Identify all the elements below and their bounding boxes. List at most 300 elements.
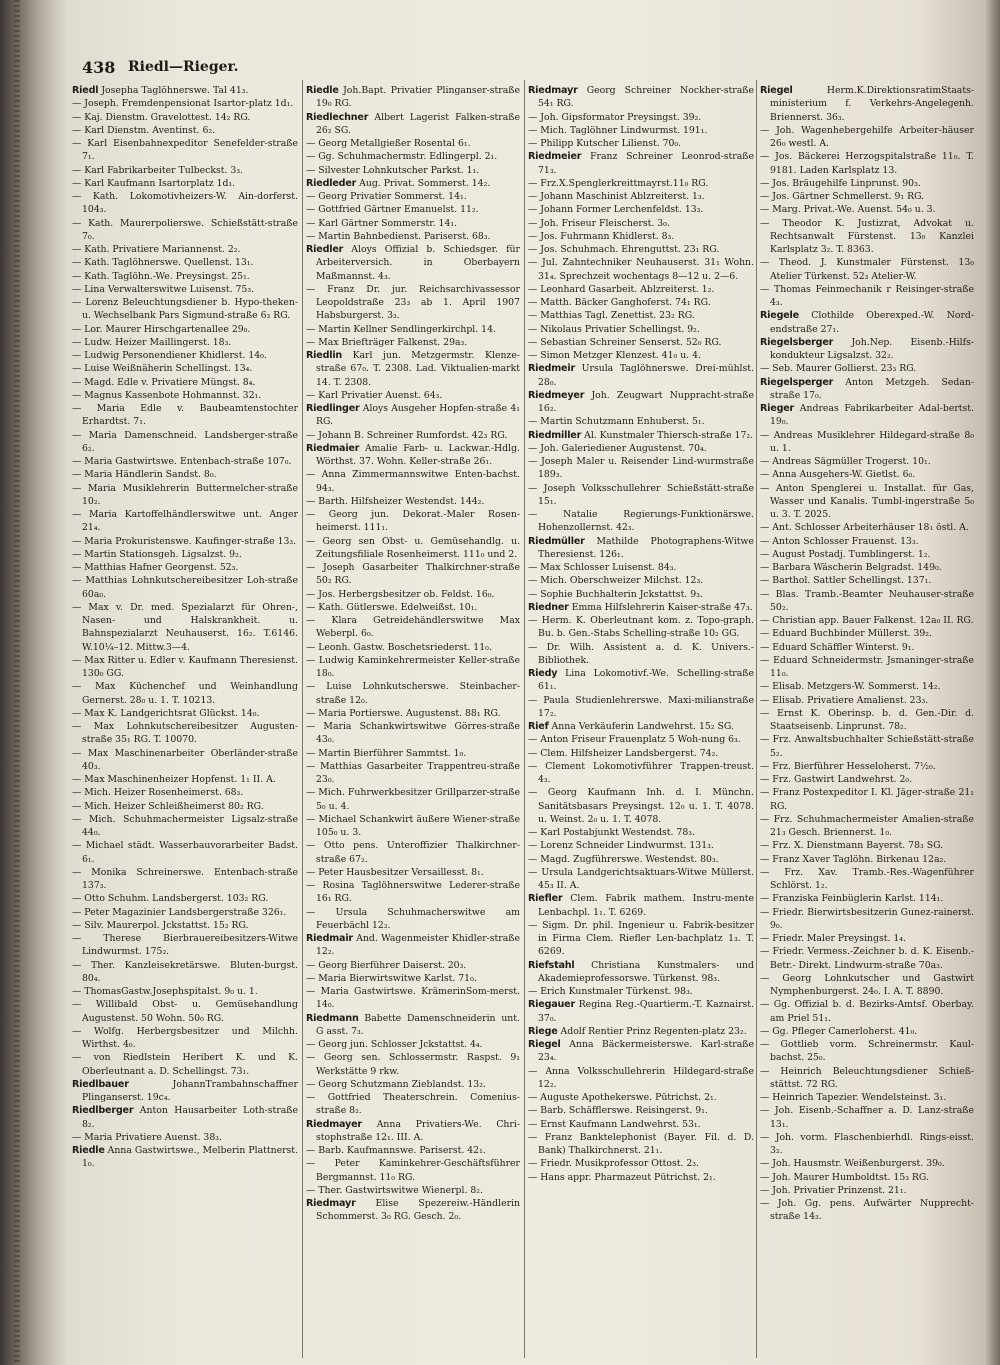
directory-entry — [306, 747, 520, 760]
entry-text: — Silv. Maurerpol. Jckstattst. 15₂ RG. — [72, 919, 249, 931]
directory-entry — [72, 270, 298, 283]
entry-surname: Riedmayr — [306, 1198, 356, 1209]
entry-text: Mathilde Photographens-Witwe Theresienst. 126₁. — [538, 535, 754, 560]
directory-entry — [306, 654, 520, 681]
entry-text: — Friedr. Musikprofessor Ottost. 2₃. — [528, 1158, 699, 1170]
directory-entry — [760, 866, 974, 893]
entry-text: — Martin Bahnbedienst. Pariserst. 68₃. — [306, 230, 491, 242]
directory-entry — [306, 468, 520, 495]
entry-text: — Karl Eisenbahnexpeditor Senefelder-straße 7₁. — [72, 138, 298, 163]
directory-entry — [72, 217, 298, 244]
entry-text: — Kaj. Dienstm. Gravelottest. 14₂ RG. — [72, 111, 251, 123]
entry-text: Adolf Rentier Prinz Regenten-platz 23₂. — [560, 1025, 747, 1037]
entry-text: — Mich. Taglöhner Lindwurmst. 191₁. — [528, 124, 708, 136]
entry-text: — Franz Xaver Taglöhn. Birkenau 12a₂. — [760, 853, 947, 865]
directory-entry — [528, 442, 754, 455]
entry-text: — Frz.X.Spenglerkreittmayrst.11₀ RG. — [528, 177, 709, 189]
directory-entry — [528, 1025, 754, 1038]
directory-entry — [72, 336, 298, 349]
directory-entry — [528, 839, 754, 852]
entry-text: — Magnus Kassenbote Hohmannst. 32₁. — [72, 389, 262, 401]
directory-entry — [760, 455, 974, 468]
entry-text: — Mich. Oberschweizer Milchst. 12₃. — [528, 575, 704, 587]
directory-entry — [72, 190, 298, 217]
entry-text: — Sebastian Schreiner Senserst. 52₀ RG. — [528, 336, 722, 348]
directory-entry — [528, 641, 754, 668]
directory-entry — [760, 853, 974, 866]
directory-entry — [306, 839, 520, 866]
entry-text: — Michael Schankwirt äußere Wiener-straße 105₀ u. 3. — [306, 813, 520, 838]
entry-text: — Eduard Schneidermstr. Jsmaninger-straße 11₀. — [760, 654, 974, 679]
directory-entry — [306, 561, 520, 588]
entry-text: — Georg Schutzmann Zieblandst. 13₂. — [306, 1078, 486, 1090]
directory-entry — [760, 177, 974, 190]
directory-entry — [528, 826, 754, 839]
entry-text: Clem. Fabrik mathem. Instru-mente Lenbachpl. 1₁. T. 6269. — [538, 893, 754, 918]
entry-text: — Max Briefträger Falkenst. 29a₃. — [306, 336, 468, 348]
entry-text: Al. Kunstmaler Thiersch-straße 17₂. — [584, 429, 754, 441]
entry-surname: Riedmeyer — [528, 389, 585, 401]
entry-text: — Frz. Bierführer Hesseloherst. 7½₀. — [760, 760, 936, 772]
entry-text: — Barthol. Sattler Schellingst. 137₁. — [760, 575, 932, 587]
directory-entry — [760, 627, 974, 640]
directory-entry — [72, 932, 298, 959]
entry-text: — Georg Kaufmann Inh. d. I. Münchn. Sanitätsbasars Preysingst. 12₀ u. 1. T. 4078. u. Weinst. 2₀ u. 1. T. 4078. — [528, 787, 754, 825]
entry-text: — Max Lohnkutschereibesitzer Augusten-straße 35₁ RG. T. 10070. — [72, 721, 298, 746]
entry-text: — Rosina Taglöhnerswitwe Lederer-straße 16₁ RG. — [306, 880, 520, 905]
directory-entry — [72, 164, 298, 177]
directory-entry — [528, 203, 754, 216]
directory-entry — [72, 985, 298, 998]
directory-entry — [72, 680, 298, 707]
entry-text: — Seb. Maurer Gollierst. 23₃ RG. — [760, 363, 917, 375]
entry-surname: Riedmiller — [528, 429, 582, 441]
directory-entry — [306, 535, 520, 562]
directory-entry — [760, 654, 974, 681]
directory-entry — [72, 296, 298, 323]
directory-entry — [306, 1144, 520, 1157]
directory-entry — [72, 1131, 298, 1144]
entry-surname: Rief — [528, 721, 549, 732]
entry-text: — Anna Volksschullehrerin Hildegard-straße 12₂. — [528, 1065, 754, 1090]
directory-entry — [760, 521, 974, 534]
entry-text: Clothilde Oberexped.-W. Nord-endstraße 27₁. — [770, 310, 974, 335]
directory-entry — [72, 535, 298, 548]
entry-surname: Riegele — [760, 310, 799, 322]
directory-entry — [72, 654, 298, 681]
directory-entry — [760, 1065, 974, 1092]
entry-surname: Riedner — [528, 601, 569, 613]
entry-text: — Matthias Hafner Georgenst. 52₃. — [72, 562, 239, 573]
entry-text: — Andreas Sägmüller Trogerst. 10₁. — [760, 456, 931, 467]
directory-entry — [760, 482, 974, 522]
entry-text: Albert Lagerist Falken-straße 26₂ SG. — [316, 111, 520, 136]
entry-surname: Riedmann — [306, 1012, 359, 1024]
entry-text: — Leonh. Gastw. Boschetsriederst. 11₀. — [306, 641, 492, 653]
entry-text: — Sophie Buchhalterin Jckstattst. 9₃. — [528, 588, 703, 600]
directory-entry — [528, 482, 754, 509]
directory-entry — [72, 376, 298, 389]
directory-entry — [760, 1157, 974, 1170]
directory-entry — [306, 866, 520, 879]
directory-entry — [306, 1118, 520, 1145]
entry-surname: Riedmayer — [306, 1118, 362, 1130]
entry-text: — Luise Lohnkutscherswe. Steinbacher-straße 12₀. — [306, 681, 520, 706]
column-rule — [756, 80, 757, 1358]
entry-text: — Jos. Herbergsbesitzer ob. Feldst. 16₀. — [306, 588, 495, 600]
directory-entry — [72, 866, 298, 893]
entry-text: Herm.K.DirektionsratimStaats-ministerium f. Verkehrs-Angelegenh. Briennerst. 36₃. — [770, 85, 974, 123]
directory-entry — [72, 124, 298, 137]
entry-text: — Anna Ausgehers-W. Gietlst. 6₀. — [760, 469, 916, 481]
entry-text: — Joseph Volksschullehrer Schießstätt-straße 15₁. — [528, 482, 754, 507]
entry-text: — Ernst K. Oberinsp. b. d. Gen.-Dir. d. Staatseisenb. Linprunst. 78₂. — [760, 707, 974, 732]
directory-entry — [760, 376, 974, 403]
entry-text: — Max Küchenchef und Weinhandlung Gernerst. 28₀ u. 1. T. 10213. — [72, 681, 298, 706]
directory-entry — [306, 985, 520, 1012]
entry-text: — Gg. Schuhmachermstr. Edlingerpl. 2₁. — [306, 151, 498, 163]
entry-text: — Otto pens. Unteroffizier Thalkirchner-straße 67₂. — [306, 840, 520, 865]
entry-text: — Georg Lohnkutscher und Gastwirt Nymphenburgerst. 24₀. I. A. T. 8890. — [760, 972, 974, 997]
directory-entry — [306, 906, 520, 933]
entry-text: — Dr. Wilh. Assistent a. d. K. Univers.-Bibliothek. — [528, 641, 754, 666]
page-number: 438 — [82, 58, 116, 77]
entry-text: — Peter Hausbesitzer Versaillesst. 8₁. — [306, 866, 484, 878]
directory-entry — [306, 111, 520, 138]
directory-entry — [306, 1012, 520, 1039]
entry-text: — Joh. Maurer Humboldtst. 15₃ RG. — [760, 1171, 929, 1183]
directory-entry — [528, 190, 754, 203]
entry-text: — Frz. Schuhmachermeister Amalien-straße 21₃ Gesch. Briennerst. 1₀. — [760, 813, 974, 838]
directory-entry — [72, 323, 298, 336]
directory-entry — [72, 1051, 298, 1078]
entry-surname: Riedlechner — [306, 111, 369, 123]
directory-entry — [72, 601, 298, 654]
entry-text: — Lor. Maurer Hirschgartenallee 29₀. — [72, 323, 251, 335]
entry-text: — Andreas Musiklehrer Hildegard-straße 8₀ u. 1. — [760, 429, 974, 454]
directory-entry — [306, 283, 520, 323]
entry-text: — Max K. Landgerichtsrat Glückst. 14₀. — [72, 707, 260, 719]
directory-entry — [72, 1078, 298, 1105]
directory-entry — [72, 919, 298, 932]
entry-text: — Anton Friseur Frauenplatz 5 Woh-nung 6₃. — [528, 734, 741, 746]
entry-surname: Riegauer — [528, 999, 575, 1011]
directory-entry — [72, 429, 298, 456]
entry-text: — Frz. Anwaltsbuchhalter Schießstätt-straße 5₂. — [760, 734, 974, 759]
directory-entry — [528, 667, 754, 694]
entry-text: — Maria Edle v. Baubeamtenstochter Erhardtst. 7₁. — [72, 403, 298, 428]
entry-text: — Franziska Feinbüglerin Karlst. 114₁. — [760, 893, 944, 905]
entry-surname: Riegel — [528, 1039, 561, 1050]
entry-text: — Sigm. Dr. phil. Ingenieur u. Fabrik-besitzer in Firma Clem. Riefler Len-bachplatz 1₃. T. 6269. — [528, 919, 754, 958]
entry-surname: Riedlbauer — [72, 1078, 129, 1090]
entry-text: — Maria Privatiere Auenst. 38₃. — [72, 1131, 222, 1143]
directory-entry — [306, 495, 520, 508]
entry-text: — Mich. Heizer Schleißheimerst 80₂ RG. — [72, 800, 264, 812]
entry-text: — Magd. Edle v. Privatiere Müngst. 8₄. — [72, 376, 256, 388]
directory-entry — [306, 217, 520, 230]
directory-entry — [72, 959, 298, 986]
directory-entry — [72, 468, 298, 481]
directory-entry — [760, 402, 974, 429]
directory-entry — [760, 535, 974, 548]
directory-entry — [528, 1171, 754, 1184]
directory-entry — [72, 389, 298, 402]
directory-column-4 — [760, 84, 974, 1359]
directory-entry — [760, 124, 974, 151]
directory-entry — [760, 548, 974, 561]
directory-entry — [760, 972, 974, 999]
entry-text: — Michael städt. Wasserbauvorarbeiter Badst. 6₁. — [72, 840, 298, 865]
entry-text: — Matthias Gasarbeiter Trappentreu-straße 23₀. — [306, 760, 520, 785]
directory-entry — [528, 1157, 754, 1170]
entry-text: — Max Schlosser Luisenst. 84₃. — [528, 562, 677, 573]
entry-text: — Georg jun. Schlosser Jckstattst. 4₄. — [306, 1039, 483, 1050]
directory-entry — [760, 283, 974, 310]
entry-text: Amalie Farb- u. Lackwar.-Hdlg. Wörthst. 37. Wohn. Keller-straße 26₁. — [316, 442, 520, 467]
directory-entry — [528, 1131, 754, 1158]
entry-text: — Auguste Apothekerswe. Pütrichst. 2₁. — [528, 1092, 717, 1103]
directory-entry — [528, 455, 754, 482]
directory-entry — [760, 1104, 974, 1131]
directory-entry — [306, 164, 520, 177]
entry-surname: Riedlberger — [72, 1105, 134, 1117]
entry-text: — Kath. Taglöhnerswe. Quellenst. 13₁. — [72, 257, 254, 269]
entry-text: — Max v. Dr. med. Spezialarzt für Ohren-, Nasen- und Halskrankheit. u. Bahnspezialarzt Neuhauserst. 16₂. T.6146. W.10¼–12. Mittw.3—4. — [72, 601, 298, 653]
entry-text: — Gottfried Theaterschrein. Comenius-straße 8₂. — [306, 1092, 520, 1117]
directory-entry — [306, 203, 520, 216]
directory-entry — [528, 217, 754, 230]
entry-text: — Martin Kellner Sendlingerkirchpl. 14. — [306, 323, 496, 335]
directory-entry — [528, 959, 754, 986]
entry-text: Joh.Bapt. Privatier Plinganser-straße 19₀ RG. — [316, 85, 520, 110]
entry-text: — Herm. K. Oberleutnant kom. z. Topo-graph. Bu. b. Gen.-Stabs Schelling-straße 10₂ GG. — [528, 615, 754, 640]
page-header — [82, 58, 962, 80]
directory-entry — [306, 1197, 520, 1224]
directory-entry — [528, 349, 754, 362]
directory-entry — [528, 150, 754, 177]
directory-entry — [72, 177, 298, 190]
entry-surname: Riedmaier — [306, 442, 360, 454]
entry-surname: Riedmüller — [528, 535, 585, 547]
entry-text: — Barb. Schäfflerswe. Reisingerst. 9₁. — [528, 1105, 708, 1117]
entry-text: — Franz Banktelephonist (Bayer. Fil. d. D. Bank) Thalkirchnerst. 21₁. — [528, 1131, 754, 1156]
entry-text: — Joh. Privatier Prinzenst. 21₁. — [760, 1184, 907, 1196]
entry-text: — Matthias Tagl. Zenettist. 23₂ RG. — [528, 310, 695, 322]
directory-entry — [306, 508, 520, 535]
entry-text: — Karl Gärtner Sommerstr. 14₁. — [306, 217, 458, 229]
directory-entry — [528, 137, 754, 150]
directory-entry — [306, 720, 520, 747]
directory-entry — [760, 190, 974, 203]
directory-entry — [72, 243, 298, 256]
entry-text: Aloys Offizial b. Schiedsger. für Arbeiterversich. in Oberbayern Maßmannst. 4₃. — [316, 244, 520, 282]
directory-entry — [528, 733, 754, 746]
directory-entry — [760, 786, 974, 813]
directory-entry — [72, 747, 298, 774]
entry-text: — Ursula Schuhmacherswitwe am Feuerbächl 12₂. — [306, 906, 520, 931]
entry-text: — Friedr. Bierwirtsbesitzerin Gunez-rainerst. 9₀. — [760, 906, 974, 931]
directory-entry — [760, 1171, 974, 1184]
entry-text: — Gg. Pfleger Camerloherst. 41₀. — [760, 1025, 918, 1037]
entry-text: — Martin Bierführer Sammtst. 1₀. — [306, 747, 467, 759]
directory-entry — [760, 309, 974, 336]
directory-entry — [306, 972, 520, 985]
entry-text: — Karl Dienstm. Aventinst. 6₂. — [72, 124, 216, 136]
entry-text: — Lorenz Schneider Lindwurmst. 131₃. — [528, 840, 714, 852]
running-head: Riedl—Rieger. — [128, 59, 239, 75]
directory-entry — [72, 283, 298, 296]
entry-text: — Klara Getreidehändlerswitwe Max Weberpl. 6₀. — [306, 615, 520, 640]
directory-entry — [72, 402, 298, 429]
directory-entry — [306, 1038, 520, 1051]
entry-surname: Rieger — [760, 403, 795, 414]
directory-entry — [760, 203, 974, 216]
directory-entry — [72, 508, 298, 535]
directory-entry — [528, 694, 754, 721]
directory-entry — [528, 84, 754, 111]
entry-text: — Otto Schuhm. Landsbergerst. 103₂ RG. — [72, 893, 269, 905]
entry-text: — Joh. Gg. pens. Aufwärter Nupprecht-straße 14₃. — [760, 1198, 974, 1223]
directory-entry — [528, 614, 754, 641]
directory-entry — [306, 932, 520, 959]
entry-text: — Friedr. Vermess.-Zeichner b. d. K. Eisenb.- Betr.- Direkt. Lindwurm-straße 70a₃. — [760, 946, 974, 971]
directory-entry — [528, 588, 754, 601]
directory-entry — [72, 813, 298, 840]
entry-text: — Lina Verwalterswitwe Luisenst. 75₃. — [72, 283, 255, 295]
directory-entry — [528, 1091, 754, 1104]
entry-text: — Georg sen. Schlossermstr. Raspst. 9₁ Werkstätte 9 rkw. — [306, 1052, 520, 1077]
entry-text: — Barbara Wäscherin Belgradst. 149₀. — [760, 562, 942, 573]
entry-text: — Anton Spenglerei u. Installat. für Gas, Wasser und Kanalis. Tumbl-ingerstraße 5₀ u. 3. T. 2025. — [760, 482, 974, 520]
directory-entry — [306, 429, 520, 442]
directory-column-3 — [528, 84, 754, 1359]
entry-surname: Riedl — [72, 85, 99, 96]
entry-text: — Elisab. Privatiere Amalienst. 23₃. — [760, 694, 929, 706]
directory-entry — [528, 1065, 754, 1092]
directory-entry — [72, 362, 298, 375]
entry-text: — Kath. Maurerpolierswe. Schießstätt-straße 7₀. — [72, 217, 298, 242]
entry-text: Anna Verkäuferin Landwehrst. 15₂ SG. — [551, 721, 734, 732]
entry-surname: Riegelsberger — [760, 336, 834, 348]
entry-text: JohannTrambahnschaffner Plinganserst. 19c₄. — [82, 1078, 298, 1103]
entry-text: — Silvester Lohnkutscher Parkst. 1₁. — [306, 164, 480, 176]
entry-surname: Riefstahl — [528, 959, 575, 971]
entry-text: — Paula Studienlehrerswe. Maxi-milianstraße 17₂. — [528, 694, 754, 719]
entry-text: — Georg jun. Dekorat.-Maler Rosen-heimerst. 111₁. — [306, 509, 520, 534]
entry-text: — Joseph Maler u. Reisender Lind-wurmstraße 189₃. — [528, 456, 754, 481]
directory-entry — [306, 813, 520, 840]
entry-text: — Karl Postabjunkt Westendst. 78₃. — [528, 827, 695, 838]
entry-surname: Riegelsperger — [760, 376, 834, 388]
directory-entry — [760, 336, 974, 363]
directory-entry — [306, 323, 520, 336]
entry-text: — Ludw. Heizer Maillingerst. 18₃. — [72, 336, 232, 348]
directory-entry — [306, 760, 520, 787]
directory-entry — [72, 97, 298, 110]
entry-text: — Kath. Taglöhn.-We. Preysingst. 25₁. — [72, 270, 250, 282]
directory-entry — [528, 998, 754, 1025]
directory-entry — [528, 323, 754, 336]
entry-text: — Frz. Xav. Tramb.-Res.-Wagenführer Schlörst. 1₂. — [760, 866, 974, 891]
directory-entry — [528, 177, 754, 190]
column-rule — [302, 80, 303, 1358]
directory-entry — [760, 561, 974, 574]
entry-text: — Kath. Gütlerswe. Edelweißst. 10₁. — [306, 601, 478, 613]
entry-text: — Georg Privatier Sommerst. 14₁. — [306, 191, 467, 202]
directory-entry — [528, 243, 754, 256]
directory-entry — [760, 707, 974, 734]
directory-entry — [528, 230, 754, 243]
directory-entry — [760, 468, 974, 481]
directory-column-2 — [306, 84, 520, 1359]
entry-text: — Peter Magazinier Landsbergerstraße 326₁. — [72, 906, 287, 918]
entry-text: Anna Bäckermeisterswe. Karl-straße 23₄. — [538, 1039, 754, 1064]
directory-column-1 — [72, 84, 298, 1359]
entry-text: Ursula Taglöhnerswe. Drei-mühlst. 28₀. — [538, 363, 754, 388]
entry-text: — Ludwig Kaminkehrermeister Keller-straße 18₀. — [306, 654, 520, 679]
entry-text: — Friedr. Maler Preysingst. 1₄. — [760, 933, 906, 944]
entry-text: Anton Hausarbeiter Loth-straße 8₂. — [82, 1105, 298, 1130]
entry-text: Anna Privatiers-We. Chri-stophstraße 12₁. III. A. — [316, 1118, 520, 1143]
directory-entry — [528, 786, 754, 826]
directory-entry — [760, 574, 974, 587]
directory-entry — [72, 773, 298, 786]
column-rule — [524, 80, 525, 1358]
directory-entry — [760, 773, 974, 786]
entry-text: — Luise Weißnäherin Schellingst. 13₄. — [72, 363, 253, 375]
directory-entry — [760, 1184, 974, 1197]
entry-text: Babette Damenschneiderin unt. G asst. 7₃. — [316, 1012, 520, 1037]
directory-entry — [72, 349, 298, 362]
directory-entry — [306, 177, 520, 190]
entry-text: — Willibald Obst- u. Gemüsehandlung Augustenst. 50 Wohn. 50₀ RG. — [72, 999, 298, 1024]
entry-text: — Matth. Bäcker Ganghoferst. 74₁ RG. — [528, 297, 711, 308]
entry-text: — Therese Bierbrauereibesitzers-Witwe Lindwurmst. 175₂. — [72, 933, 298, 958]
directory-entry — [306, 84, 520, 111]
entry-surname: Riedy — [528, 668, 558, 679]
directory-entry — [72, 786, 298, 799]
entry-text: Joh.Nep. Eisenb.-Hilfs-kondukteur Ligsalzst. 32₂. — [770, 336, 974, 361]
entry-text: — Barb. Kaufmannswe. Pariserst. 42₁. — [306, 1145, 486, 1156]
entry-text: — Kath. Privatiere Mariannenst. 2₂. — [72, 244, 241, 255]
directory-entry — [528, 760, 754, 787]
entry-text: — Franz Dr. jur. Reichsarchivassessor Leopoldstraße 23₃ ab 1. April 1907 Habsburgerst. 3₃. — [306, 283, 520, 322]
directory-entry — [306, 389, 520, 402]
entry-text: — Maria Gastwirtswe. Entenbach-straße 107₀. — [72, 456, 292, 467]
directory-entry — [72, 1144, 298, 1171]
entry-text: — Natalie Regierungs-Funktionärswe. Hohenzollernst. 42₃. — [528, 509, 754, 534]
directory-entry — [760, 1197, 974, 1224]
entry-text: — Philipp Kutscher Lilienst. 70₀. — [528, 138, 682, 149]
entry-text: Emma Hilfslehrerin Kaiser-straße 47₃. — [571, 601, 753, 613]
entry-text: — Maria Kartoffelhändlerswitwe unt. Anger 21₄. — [72, 509, 298, 534]
directory-entry — [760, 362, 974, 375]
directory-entry — [528, 1038, 754, 1065]
entry-text: — Gg. Offizial b. d. Bezirks-Amtsf. Oberbay. am Priel 51₁. — [760, 999, 974, 1024]
entry-text: Anna Gastwirtswe., Melberin Plattnerst. 1₀. — [82, 1145, 298, 1170]
directory-entry — [760, 680, 974, 693]
directory-entry — [760, 906, 974, 933]
entry-text: — Georg sen Obst- u. Gemüsehandlg. u. Zeitungsfiliale Rosenheimerst. 111₀ und 2. — [306, 535, 520, 560]
entry-text: — Magd. Zugführerswe. Westendst. 80₃. — [528, 853, 719, 865]
book-binding — [0, 0, 66, 1365]
entry-text: — Maria Damenschneid. Landsberger-straße 6₂. — [72, 429, 298, 454]
entry-text: — ThomasGastw.Josephspitalst. 9₀ u. 1. — [72, 986, 258, 997]
directory-entry — [760, 217, 974, 257]
entry-text: — Maria Portierswe. Augustenst. 88₁ RG. — [306, 707, 501, 719]
entry-text: — Maria Schankwirtswitwe Görres-straße 43₀. — [306, 721, 520, 746]
